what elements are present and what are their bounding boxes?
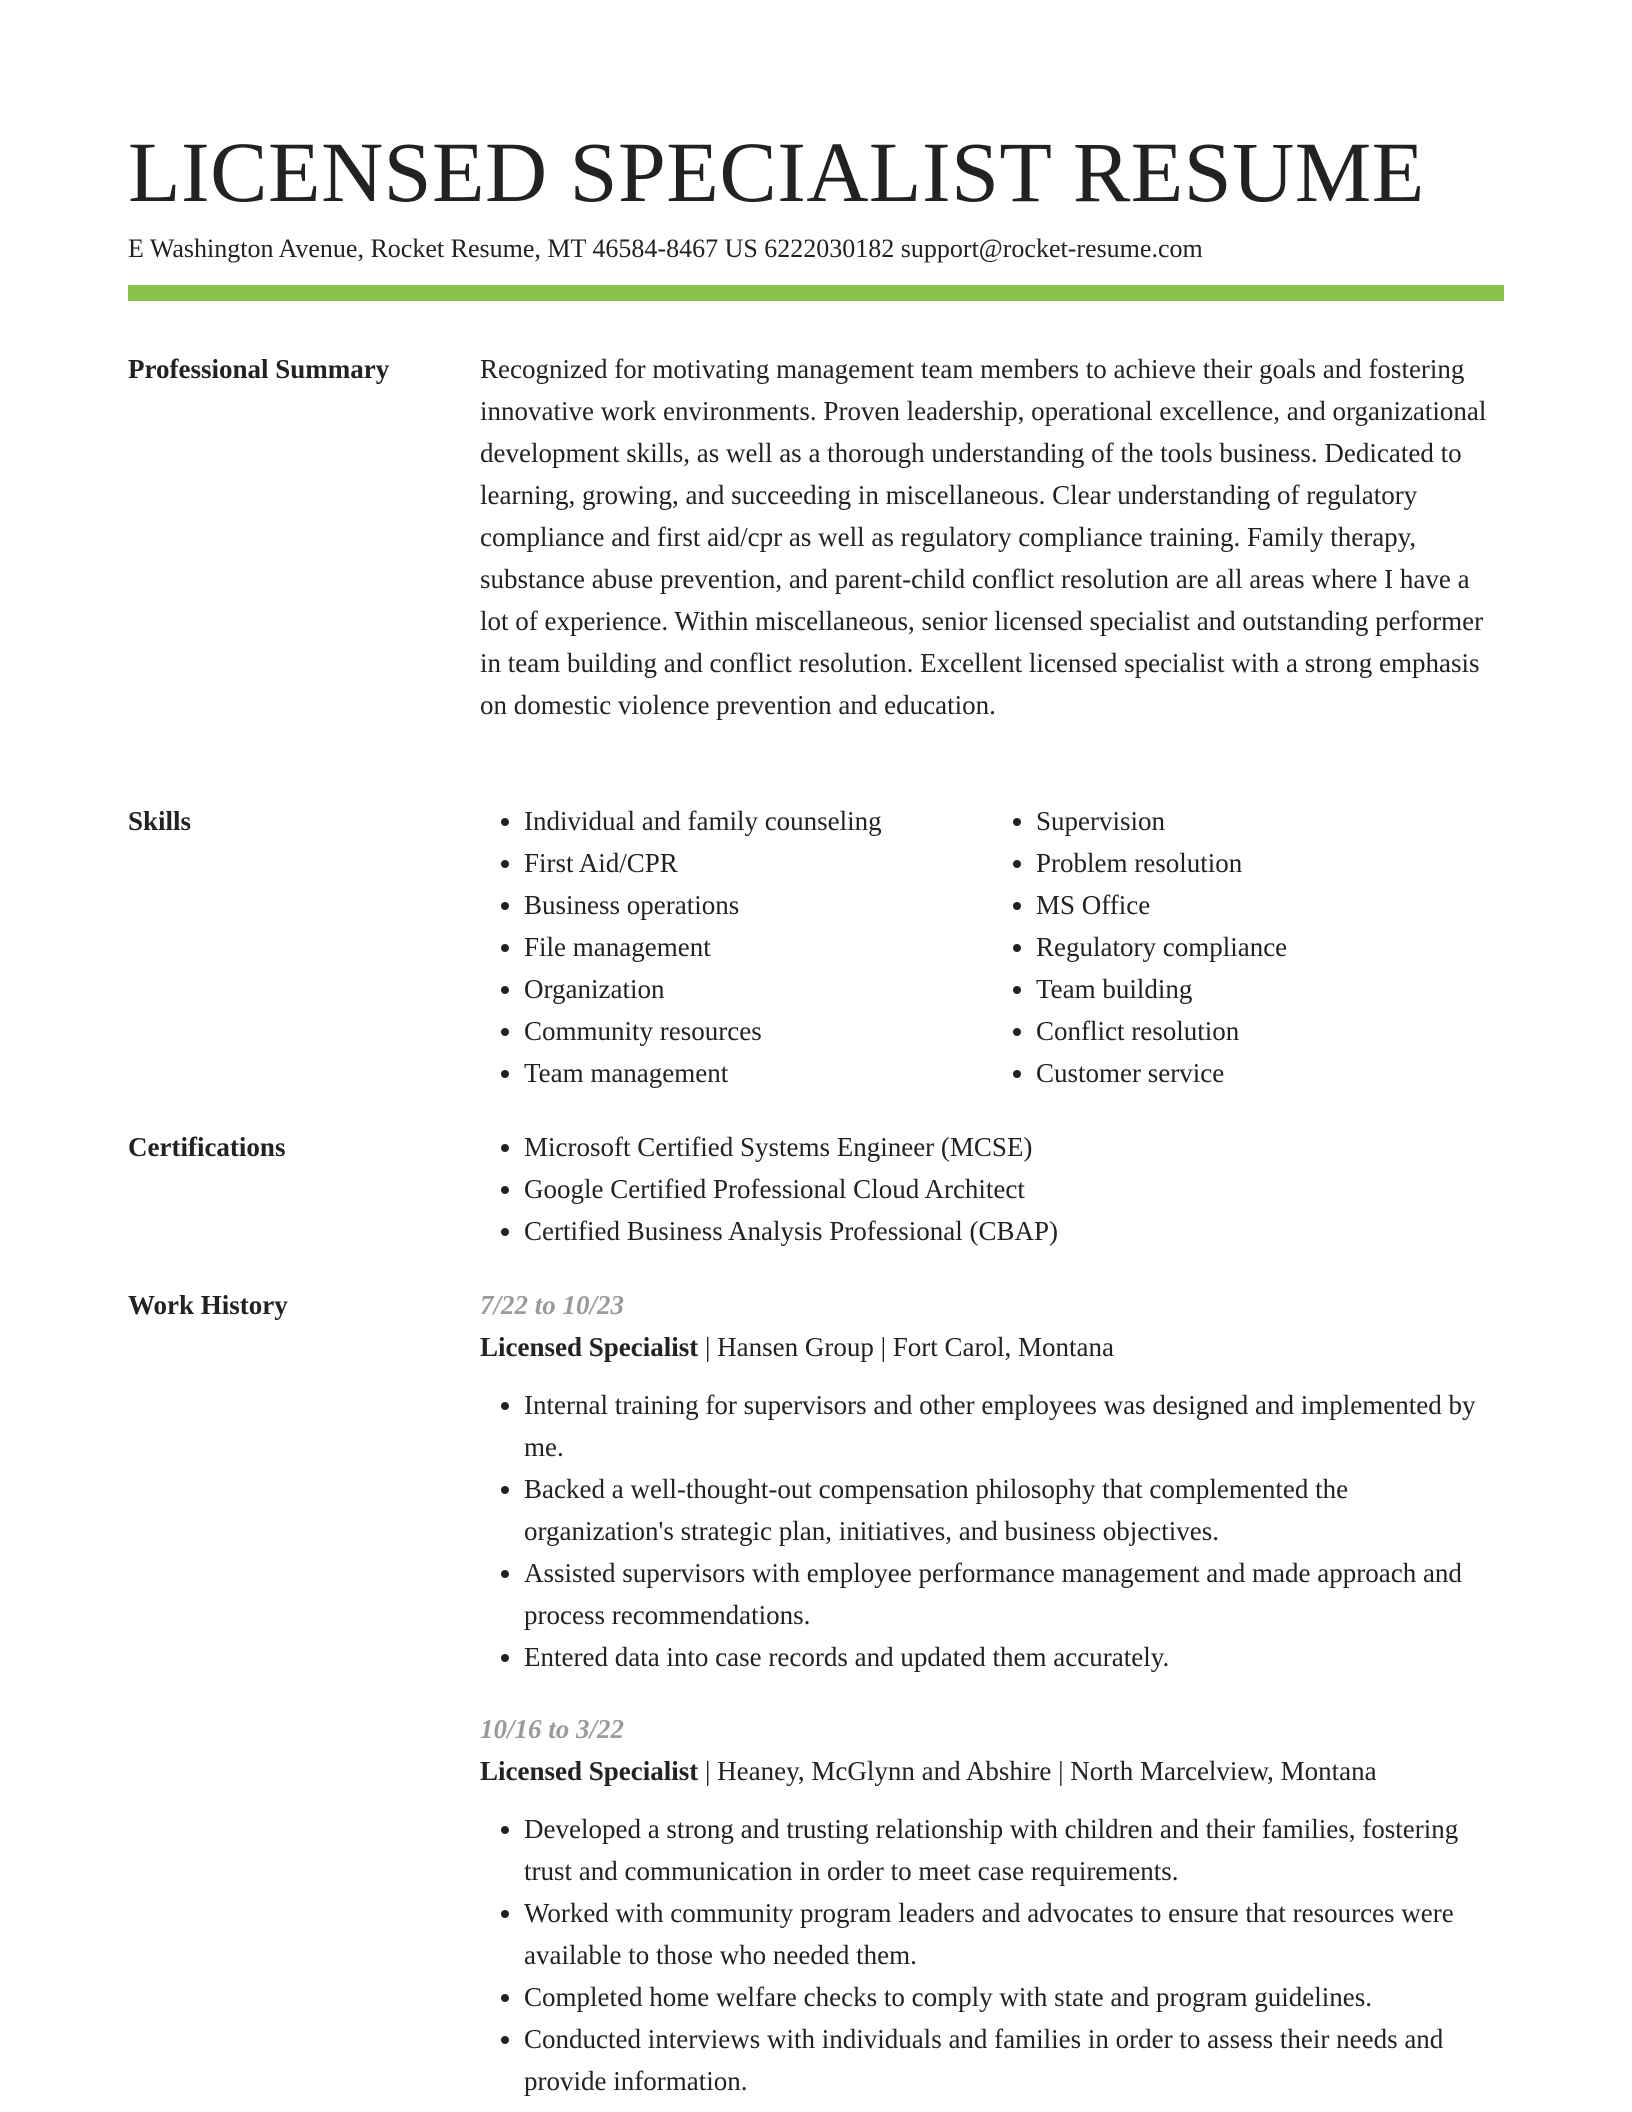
- list-item: • Team building: [1036, 968, 1504, 1010]
- list-item: • File management: [524, 926, 992, 968]
- section-label: Certifications: [128, 1132, 286, 1162]
- list-item: • Entered data into case records and updated them accurately.: [524, 1636, 1504, 1678]
- job-dates: 7/22 to 10/23: [480, 1290, 625, 1320]
- list-item: • Certified Business Analysis Professional (CBAP): [524, 1210, 1504, 1252]
- list-item: • Team management: [524, 1052, 992, 1094]
- list-item: • Organization: [524, 968, 992, 1010]
- list-item: • Backed a well-thought-out compensation philosophy that complemented the organization's strategic plan, initiatives, and business objectives.: [524, 1468, 1504, 1552]
- resume-title: LICENSED SPECIALIST RESUME: [128, 124, 1425, 220]
- list-item: • Worked with community program leaders and advocates to ensure that resources were available to those who needed them.: [524, 1892, 1504, 1976]
- list-item: • Individual and family counseling: [524, 800, 992, 842]
- job-dates: 10/16 to 3/22: [480, 1714, 625, 1744]
- job-bullets: [480, 1384, 1504, 1678]
- job-title: Licensed Specialist: [480, 1756, 699, 1786]
- list-item: • Problem resolution: [1036, 842, 1504, 884]
- list-item: • Assisted supervisors with employee performance management and made approach and process recommendations.: [524, 1552, 1504, 1636]
- list-item: • Customer service: [1036, 1052, 1504, 1094]
- list-item: • Supervision: [1036, 800, 1504, 842]
- summary-text: Recognized for motivating management team members to achieve their goals and fostering innovative work environments. Proven leadership, operational excellence, and organizational development skills, as well as a thorough understanding of the tools business. Dedicated to learning, growing, and succeeding in miscellaneous. Clear understanding of regulatory compliance and first aid/cpr as well as regulatory compliance training. Family therapy, substance abuse prevention, and parent-child conflict resolution are all areas where I have a lot of experience. Within miscellaneous, senior licensed specialist and outstanding performer in team building and conflict resolution. Excellent licensed specialist with a strong emphasis on domestic violence prevention and education.: [480, 354, 1487, 720]
- list-item: • First Aid/CPR: [524, 842, 992, 884]
- job-entry: [480, 1708, 1504, 2102]
- section-label: Skills: [128, 806, 192, 836]
- contact-line: E Washington Avenue, Rocket Resume, MT 46584-8467 US 6222030182 support@rocket-resume.com: [128, 234, 1203, 263]
- job-details: | Heaney, McGlynn and Abshire | North Marcelview, Montana: [698, 1756, 1377, 1786]
- list-item: • Google Certified Professional Cloud Architect: [524, 1168, 1504, 1210]
- job-bullets: [480, 1808, 1504, 2102]
- accent-divider: [128, 285, 1504, 301]
- job-entry: [480, 1284, 1504, 1678]
- skills-list-left: [480, 800, 992, 1094]
- job-heading: [480, 1750, 1504, 1792]
- list-item: • Regulatory compliance: [1036, 926, 1504, 968]
- certifications-list: [480, 1126, 1504, 1252]
- list-item: • MS Office: [1036, 884, 1504, 926]
- list-item: • Internal training for supervisors and other employees was designed and implemented by me.: [524, 1384, 1504, 1468]
- section-label: Work History: [128, 1290, 288, 1320]
- list-item: • Business operations: [524, 884, 992, 926]
- job-details: | Hansen Group | Fort Carol, Montana: [698, 1332, 1115, 1362]
- list-item: • Developed a strong and trusting relationship with children and their families, fostering trust and communication in order to meet case requirements.: [524, 1808, 1504, 1892]
- job-title: Licensed Specialist: [480, 1332, 699, 1362]
- job-heading: [480, 1326, 1504, 1368]
- list-item: • Conducted interviews with individuals and families in order to assess their needs and provide information.: [524, 2018, 1504, 2102]
- list-item: • Completed home welfare checks to comply with state and program guidelines.: [524, 1976, 1504, 2018]
- list-item: • Microsoft Certified Systems Engineer (MCSE): [524, 1126, 1504, 1168]
- list-item: • Community resources: [524, 1010, 992, 1052]
- list-item: • Conflict resolution: [1036, 1010, 1504, 1052]
- section-label: Professional Summary: [128, 354, 390, 384]
- skills-list-right: [992, 800, 1504, 1094]
